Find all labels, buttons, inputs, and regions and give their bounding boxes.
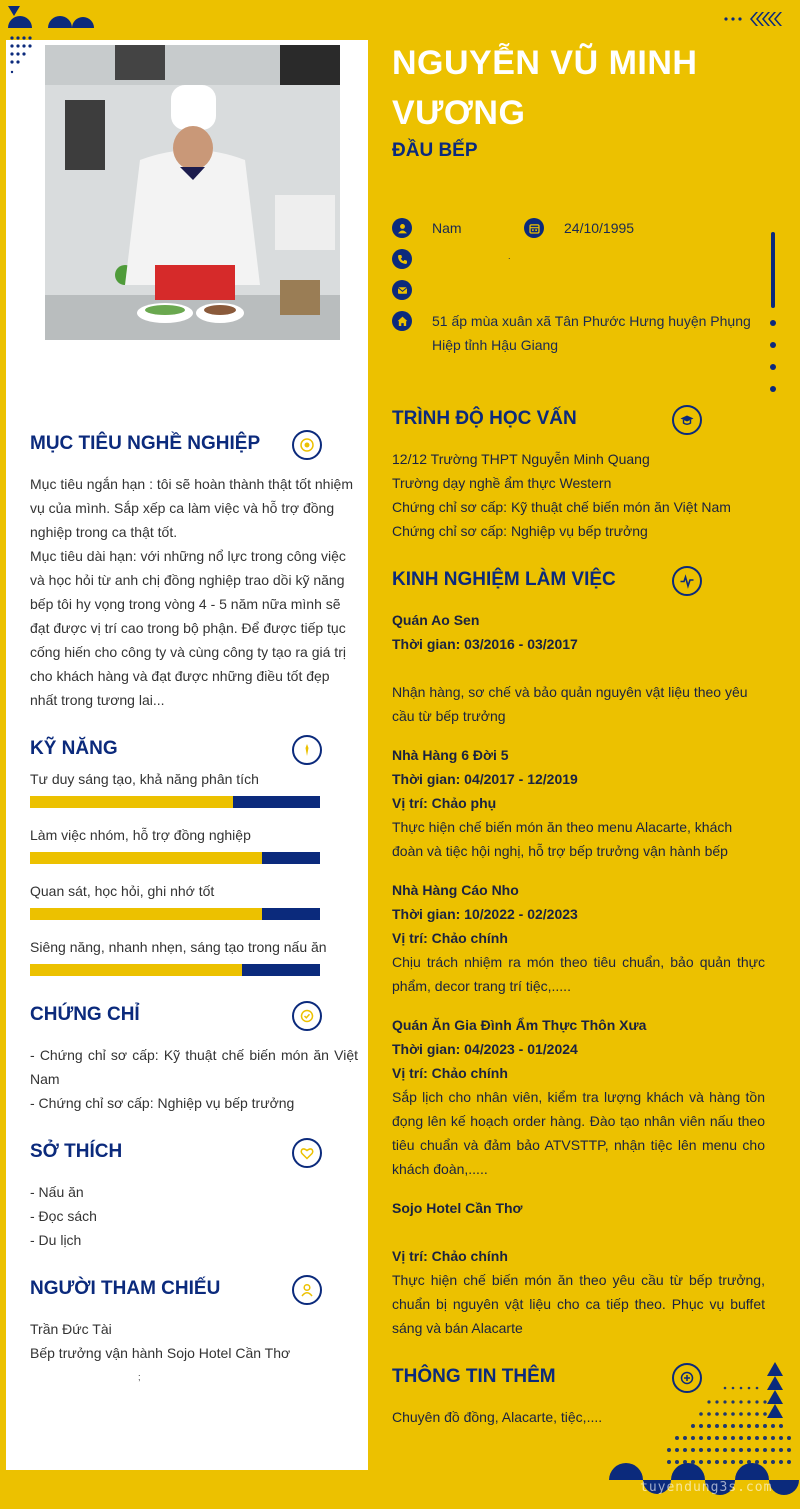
certificates-list bbox=[30, 1043, 358, 1115]
education-item: Chứng chỉ sơ cấp: Nghiệp vụ bếp trưởng bbox=[392, 523, 648, 539]
more-info-text: Chuyên đồ đồng, Alacarte, tiệc,.... bbox=[392, 1409, 603, 1425]
education-list bbox=[392, 447, 765, 543]
skill-bar-fill bbox=[30, 796, 233, 808]
certificate-item: - Chứng chỉ sơ cấp: Kỹ thuật chế biến món ăn Việt Nam bbox=[30, 1047, 358, 1087]
address-value: 51 ấp mùa xuân xã Tân Phước Hưng huyện Phụng Hiệp tỉnh Hậu Giang bbox=[432, 313, 751, 353]
job-entry bbox=[392, 878, 765, 998]
more-info-title: THÔNG TIN THÊM bbox=[392, 1366, 556, 1387]
hobbies-title: SỞ THÍCH bbox=[30, 1141, 123, 1162]
decorative-dot bbox=[770, 342, 776, 348]
reference-position: Bếp trưởng vận hành Sojo Hotel Cần Thơ bbox=[30, 1345, 291, 1361]
birthdate-value: 24/10/1995 bbox=[564, 220, 635, 236]
objective-long-term: Mục tiêu dài hạn: với những nổ lực trong công việc và học hỏi từ anh chị đồng nghiệp trao dồi kỹ năng bếp tôi hy vọng trong vòng 4 - 5 năm nữa mình sẽ đạt được vị trí cao trong bộ phận. Để được tiếp tục cống hiến cho công ty và cùng công ty tạo ra giá trị cho khách hàng và đạt được những điều tốt đẹp nhất trong tương lai... bbox=[30, 548, 346, 708]
objective-text bbox=[30, 472, 353, 712]
job-entry bbox=[392, 1196, 765, 1340]
job-position: Vị trí: Chảo chính bbox=[392, 1065, 508, 1081]
skill-label: Quan sát, học hỏi, ghi nhớ tốt bbox=[30, 883, 215, 899]
certificate-item: - Chứng chỉ sơ cấp: Nghiệp vụ bếp trưởng bbox=[30, 1095, 295, 1111]
skill-bar bbox=[30, 908, 320, 920]
job-position: Vị trí: Chảo phụ bbox=[392, 795, 497, 811]
home-icon bbox=[392, 311, 412, 331]
decorative-line bbox=[771, 232, 775, 308]
skill-label: Làm việc nhóm, hỗ trợ đồng nghiệp bbox=[30, 827, 251, 843]
references-title: NGƯỜI THAM CHIẾU bbox=[30, 1278, 221, 1299]
person-icon bbox=[292, 1275, 322, 1305]
gender-value: Nam bbox=[432, 220, 462, 236]
job-description: Nhận hàng, sơ chế và bảo quản nguyên vật liệu theo yêu cầu từ bếp trưởng bbox=[392, 684, 748, 724]
skill-label: Tư duy sáng tạo, khả năng phân tích bbox=[30, 771, 259, 787]
job-description: Thực hiện chế biến món ăn theo yêu cầu từ bếp trưởng, chuẩn bị nguyên vật liệu cho ca tiếp theo. Phục vụ buffet sáng và bán Alacarte bbox=[392, 1272, 765, 1336]
skill-bar-fill bbox=[30, 964, 242, 976]
calendar-icon bbox=[524, 218, 544, 238]
objective-title: MỤC TIÊU NGHỀ NGHIỆP bbox=[30, 433, 261, 454]
hobbies-list bbox=[30, 1180, 97, 1252]
reference-name: Trần Đức Tài bbox=[30, 1321, 112, 1337]
job-period: Thời gian: 10/2022 - 02/2023 bbox=[392, 906, 578, 922]
graduation-cap-icon bbox=[672, 405, 702, 435]
job-role: ĐẦU BẾP bbox=[392, 140, 478, 161]
certificates-title: CHỨNG CHỈ bbox=[30, 1004, 140, 1025]
decorative-dot bbox=[770, 386, 776, 392]
user-icon bbox=[392, 218, 412, 238]
reference-info bbox=[30, 1317, 290, 1389]
gender-row bbox=[392, 218, 634, 238]
phone-row bbox=[392, 249, 511, 269]
job-company: Quán Ao Sen bbox=[392, 612, 480, 628]
hobby-item: - Nấu ăn bbox=[30, 1184, 84, 1200]
skill-label: Siêng năng, nhanh nhẹn, sáng tạo trong nấu ăn bbox=[30, 939, 327, 955]
candidate-name: NGUYỄN VŨ MINH VƯƠNG bbox=[392, 44, 698, 132]
address-row bbox=[392, 311, 772, 357]
job-period bbox=[392, 1220, 765, 1244]
job-position: Vị trí: Chảo chính bbox=[392, 1248, 508, 1264]
reference-extra: ; bbox=[138, 1372, 141, 1382]
skills-title: KỸ NĂNG bbox=[30, 738, 118, 759]
job-company: Nhà Hàng 6 Đời 5 bbox=[392, 747, 509, 763]
skill-bar bbox=[30, 796, 320, 808]
skill-bar bbox=[30, 964, 320, 976]
skill-bar bbox=[30, 852, 320, 864]
profile-photo bbox=[45, 45, 340, 340]
badge-icon bbox=[292, 1001, 322, 1031]
skills-icon bbox=[292, 735, 322, 765]
job-company: Quán Ăn Gia Đình Ẩm Thực Thôn Xưa bbox=[392, 1017, 647, 1033]
job-entry bbox=[392, 743, 765, 863]
job-description: Sắp lịch cho nhân viên, kiểm tra lượng khách và hàng tồn đọng lên kế hoạch order hàng. Đào tạo nhân viên nấu theo tiêu chuẩn và đảm bảo ATVSTTP, nhận tiệc lên menu cho khách đoàn,..... bbox=[392, 1089, 765, 1177]
job-description: Chịu trách nhiệm ra món theo tiêu chuẩn, bảo quản thực phẩm, decor trang trí tiệc,..... bbox=[392, 954, 765, 994]
watermark: tuyendung3s.com bbox=[640, 1480, 773, 1495]
activity-icon bbox=[672, 566, 702, 596]
job-position: Vị trí: Chảo chính bbox=[392, 930, 508, 946]
email-row bbox=[392, 280, 432, 300]
email-icon bbox=[392, 280, 412, 300]
job-period: Thời gian: 04/2017 - 12/2019 bbox=[392, 771, 578, 787]
decorative-dot bbox=[770, 320, 776, 326]
job-description: Thực hiện chế biến món ăn theo menu Alacarte, khách đoàn và tiệc hội nghị, hỗ trợ bếp trưởng vận hành bếp bbox=[392, 819, 733, 859]
job-entry bbox=[392, 608, 765, 728]
job-entry bbox=[392, 1013, 765, 1181]
hobby-item: - Du lịch bbox=[30, 1232, 82, 1248]
phone-icon bbox=[392, 249, 412, 269]
skill-bar-fill bbox=[30, 852, 262, 864]
decorative-dot bbox=[770, 364, 776, 370]
education-title: TRÌNH ĐỘ HỌC VẤN bbox=[392, 408, 577, 429]
job-period: Thời gian: 03/2016 - 03/2017 bbox=[392, 636, 578, 652]
education-item: 12/12 Trường THPT Nguyễn Minh Quang bbox=[392, 451, 650, 467]
education-item: Trường dạy nghề ẩm thực Western bbox=[392, 475, 612, 491]
heart-icon bbox=[292, 1138, 322, 1168]
job-position bbox=[392, 656, 765, 680]
experience-title: KINH NGHIỆM LÀM VIỆC bbox=[392, 569, 616, 590]
phone-value: . bbox=[508, 251, 511, 261]
skill-bar-fill bbox=[30, 908, 262, 920]
job-period: Thời gian: 04/2023 - 01/2024 bbox=[392, 1041, 578, 1057]
target-icon bbox=[292, 430, 322, 460]
job-company: Nhà Hàng Cáo Nho bbox=[392, 882, 519, 898]
hobby-item: - Đọc sách bbox=[30, 1208, 97, 1224]
job-company: Sojo Hotel Cần Thơ bbox=[392, 1200, 523, 1216]
top-right-chevrons bbox=[722, 10, 782, 30]
objective-short-term: Mục tiêu ngắn hạn : tôi sẽ hoàn thành thật tốt nhiệm vụ của mình. Sắp xếp ca làm việc và hỗ trợ đồng nghiệp trong ca thật tốt. bbox=[30, 476, 353, 540]
education-item: Chứng chỉ sơ cấp: Kỹ thuật chế biến món ăn Việt Nam bbox=[392, 499, 731, 515]
